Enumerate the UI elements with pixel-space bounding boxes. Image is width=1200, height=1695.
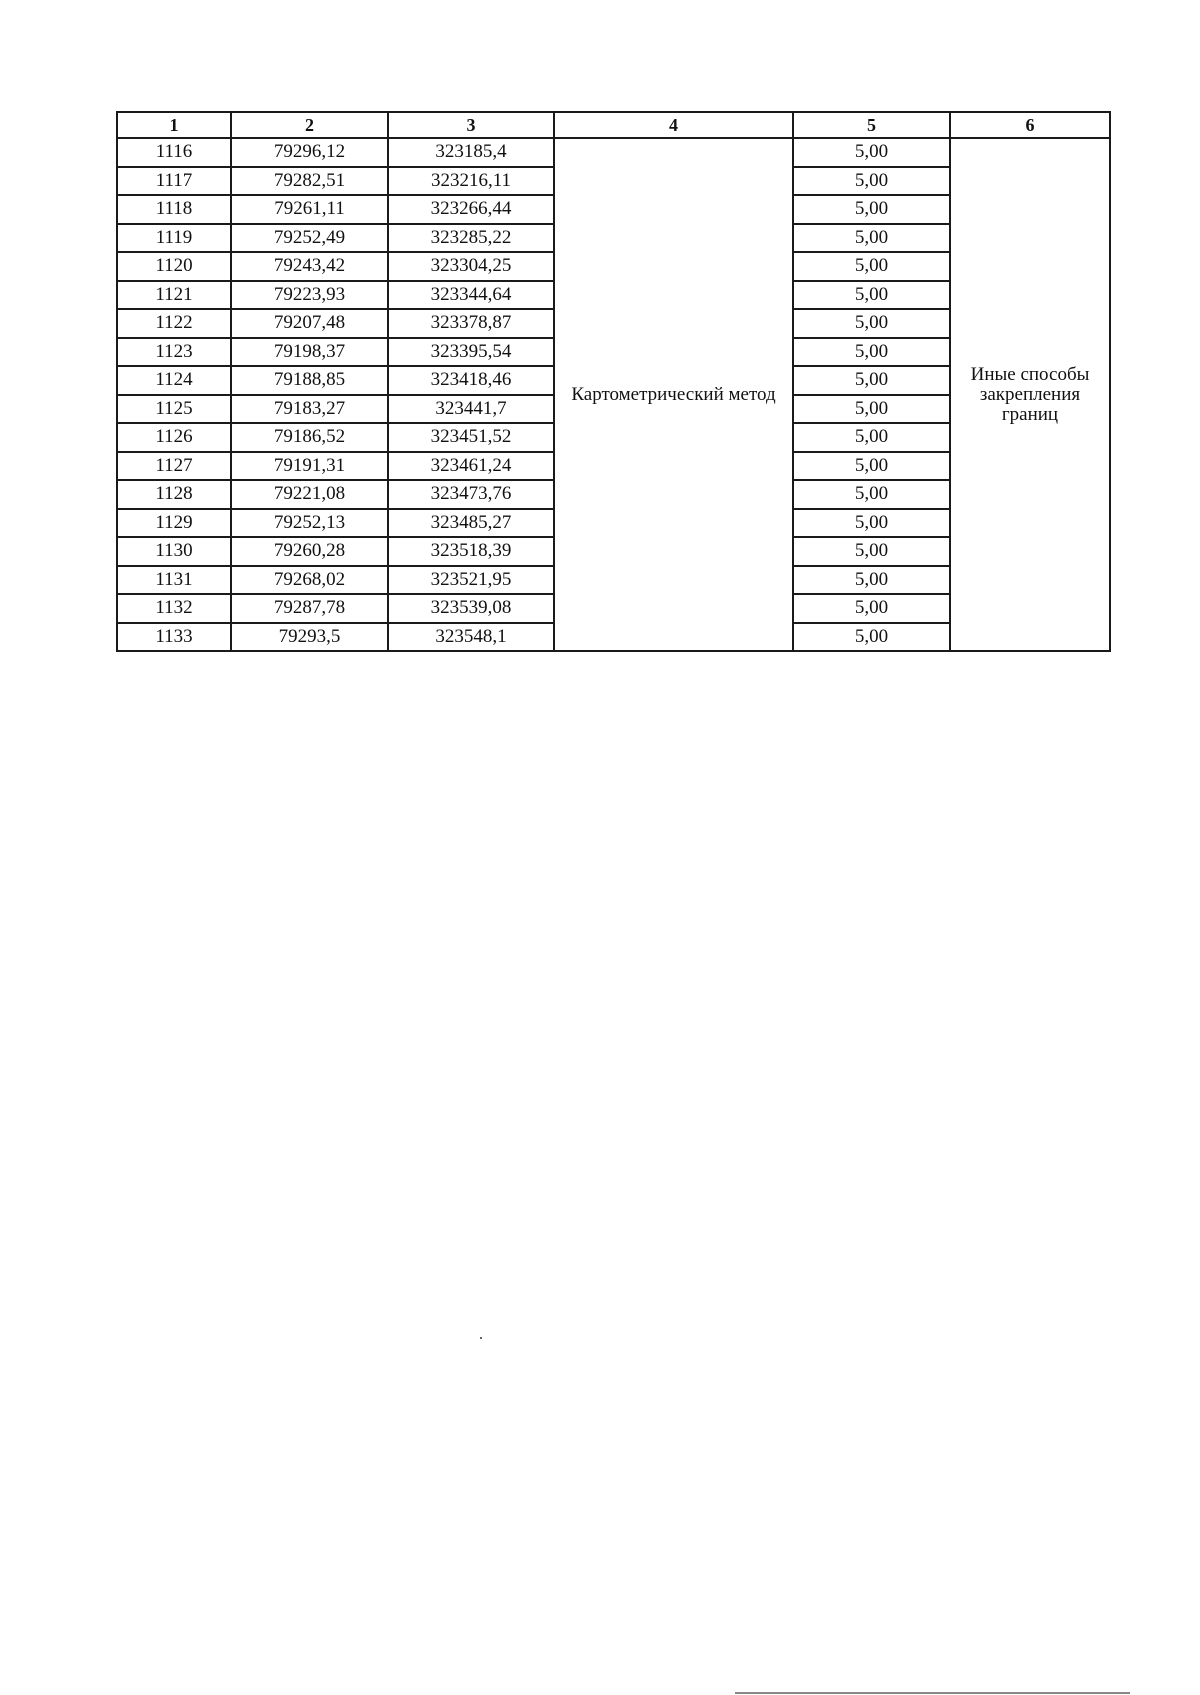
y-coordinate-cell: 323395,54 (388, 338, 554, 367)
x-coordinate-cell: 79261,11 (231, 195, 388, 224)
y-coordinate-cell: 323473,76 (388, 480, 554, 509)
accuracy-cell: 5,00 (793, 594, 950, 623)
y-coordinate-cell: 323451,52 (388, 423, 554, 452)
method-cell: Картометрический метод (554, 138, 793, 651)
column-header-2: 2 (231, 112, 388, 138)
column-header-4: 4 (554, 112, 793, 138)
column-header-5: 5 (793, 112, 950, 138)
point-number-cell: 1127 (117, 452, 231, 481)
point-number-cell: 1123 (117, 338, 231, 367)
point-number-cell: 1120 (117, 252, 231, 281)
accuracy-cell: 5,00 (793, 537, 950, 566)
scan-edge-line (735, 1692, 1130, 1694)
table-header-row (117, 112, 1110, 138)
y-coordinate-cell: 323441,7 (388, 395, 554, 424)
point-number-cell: 1133 (117, 623, 231, 652)
x-coordinate-cell: 79198,37 (231, 338, 388, 367)
accuracy-cell: 5,00 (793, 309, 950, 338)
boundary-points-table (116, 111, 1111, 652)
y-coordinate-cell: 323461,24 (388, 452, 554, 481)
x-coordinate-cell: 79293,5 (231, 623, 388, 652)
accuracy-cell: 5,00 (793, 452, 950, 481)
point-number-cell: 1130 (117, 537, 231, 566)
point-number-cell: 1125 (117, 395, 231, 424)
y-coordinate-cell: 323216,11 (388, 167, 554, 196)
accuracy-cell: 5,00 (793, 623, 950, 652)
y-coordinate-cell: 323304,25 (388, 252, 554, 281)
accuracy-cell: 5,00 (793, 195, 950, 224)
x-coordinate-cell: 79260,28 (231, 537, 388, 566)
accuracy-cell: 5,00 (793, 224, 950, 253)
point-number-cell: 1121 (117, 281, 231, 310)
y-coordinate-cell: 323285,22 (388, 224, 554, 253)
point-number-cell: 1119 (117, 224, 231, 253)
accuracy-cell: 5,00 (793, 167, 950, 196)
accuracy-cell: 5,00 (793, 281, 950, 310)
point-number-cell: 1128 (117, 480, 231, 509)
x-coordinate-cell: 79296,12 (231, 138, 388, 167)
y-coordinate-cell: 323521,95 (388, 566, 554, 595)
y-coordinate-cell: 323548,1 (388, 623, 554, 652)
point-number-cell: 1126 (117, 423, 231, 452)
point-number-cell: 1122 (117, 309, 231, 338)
point-number-cell: 1129 (117, 509, 231, 538)
y-coordinate-cell: 323185,4 (388, 138, 554, 167)
accuracy-cell: 5,00 (793, 138, 950, 167)
point-number-cell: 1118 (117, 195, 231, 224)
accuracy-cell: 5,00 (793, 252, 950, 281)
point-number-cell: 1117 (117, 167, 231, 196)
x-coordinate-cell: 79252,49 (231, 224, 388, 253)
point-number-cell: 1124 (117, 366, 231, 395)
fixing-method-line: Иные способы (970, 363, 1090, 385)
x-coordinate-cell: 79287,78 (231, 594, 388, 623)
fixing-method-line: границ (1001, 403, 1059, 425)
y-coordinate-cell: 323518,39 (388, 537, 554, 566)
scan-speck (480, 1337, 482, 1339)
y-coordinate-cell: 323485,27 (388, 509, 554, 538)
fixing-method-cell (950, 138, 1110, 651)
point-number-cell: 1116 (117, 138, 231, 167)
column-header-6: 6 (950, 112, 1110, 138)
x-coordinate-cell: 79207,48 (231, 309, 388, 338)
accuracy-cell: 5,00 (793, 423, 950, 452)
table-row (117, 138, 1110, 167)
accuracy-cell: 5,00 (793, 395, 950, 424)
accuracy-cell: 5,00 (793, 480, 950, 509)
y-coordinate-cell: 323378,87 (388, 309, 554, 338)
column-header-1: 1 (117, 112, 231, 138)
accuracy-cell: 5,00 (793, 566, 950, 595)
point-number-cell: 1131 (117, 566, 231, 595)
x-coordinate-cell: 79183,27 (231, 395, 388, 424)
column-header-3: 3 (388, 112, 554, 138)
accuracy-cell: 5,00 (793, 366, 950, 395)
accuracy-cell: 5,00 (793, 338, 950, 367)
point-number-cell: 1132 (117, 594, 231, 623)
x-coordinate-cell: 79221,08 (231, 480, 388, 509)
fixing-method-line: закрепления (979, 383, 1081, 405)
x-coordinate-cell: 79186,52 (231, 423, 388, 452)
accuracy-cell: 5,00 (793, 509, 950, 538)
y-coordinate-cell: 323266,44 (388, 195, 554, 224)
x-coordinate-cell: 79191,31 (231, 452, 388, 481)
x-coordinate-cell: 79282,51 (231, 167, 388, 196)
x-coordinate-cell: 79252,13 (231, 509, 388, 538)
x-coordinate-cell: 79268,02 (231, 566, 388, 595)
y-coordinate-cell: 323344,64 (388, 281, 554, 310)
x-coordinate-cell: 79243,42 (231, 252, 388, 281)
x-coordinate-cell: 79188,85 (231, 366, 388, 395)
x-coordinate-cell: 79223,93 (231, 281, 388, 310)
y-coordinate-cell: 323418,46 (388, 366, 554, 395)
y-coordinate-cell: 323539,08 (388, 594, 554, 623)
